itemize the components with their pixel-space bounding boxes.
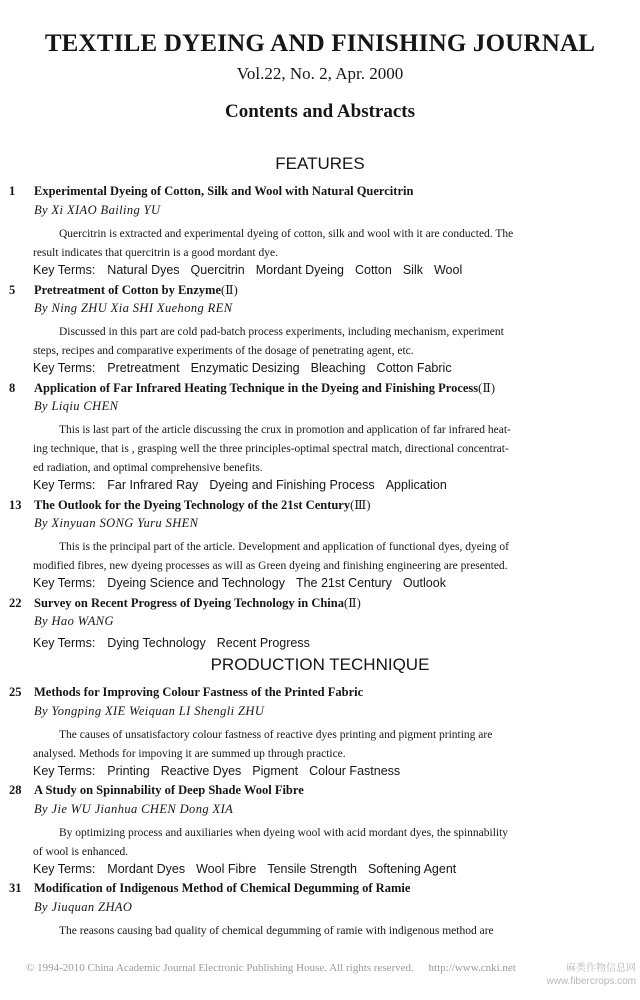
article-title-text: Survey on Recent Progress of Dyeing Technology in China xyxy=(34,596,344,610)
watermark-line-2: www.fibercrops.com xyxy=(546,976,636,987)
key-term: Outlook xyxy=(402,576,446,590)
article-page-number: 28 xyxy=(9,783,22,797)
article-authors: By Jie WU Jianhua CHEN Dong XIA xyxy=(34,802,234,816)
article-title[interactable] xyxy=(9,685,363,700)
key-term: Far Infrared Ray xyxy=(107,478,199,492)
article-title-text: Pretreatment of Cotton by Enzyme xyxy=(34,283,221,297)
key-term: Mordant Dyes xyxy=(107,862,186,876)
article-title[interactable] xyxy=(9,881,410,896)
key-term: The 21st Century xyxy=(295,576,392,590)
article-title[interactable] xyxy=(9,380,495,396)
article-title-text: The Outlook for the Dyeing Technology of the 21st Century xyxy=(34,498,351,512)
article-title-text: Methods for Improving Colour Fastness of the Printed Fabric xyxy=(34,685,364,699)
contents-title: Contents and Abstracts xyxy=(224,101,416,122)
key-term: Wool Fibre xyxy=(196,862,257,876)
article-part: (Ⅱ) xyxy=(221,283,238,297)
key-terms-label: Key Terms: xyxy=(33,862,96,876)
article-abstract xyxy=(33,726,621,764)
key-terms-label: Key Terms: xyxy=(33,576,96,590)
journal-title: TEXTILE DYEING AND FINISHING JOURNAL xyxy=(44,30,596,57)
article-key-terms xyxy=(33,263,473,277)
abstract-line: This is the principal part of the article. Development and application of functional dyes, dyeing of xyxy=(59,541,509,553)
abstract-line: of wool is enhanced. xyxy=(33,846,129,858)
article-part: (Ⅱ) xyxy=(343,596,361,610)
key-term: Application xyxy=(385,478,447,492)
article-page-number: 22 xyxy=(9,596,22,610)
article-abstract xyxy=(33,421,621,478)
article-page-number: 1 xyxy=(9,184,16,198)
abstract-line: The reasons causing bad quality of chemical degumming of ramie with indigenous method are xyxy=(59,925,494,937)
abstract-line: ed radiation, and optimal comprehensive benefits. xyxy=(33,462,263,474)
article-title[interactable] xyxy=(9,783,304,798)
abstract-line: analysed. Methods for impoving it are summed up through practice. xyxy=(33,748,346,760)
copyright-footer xyxy=(26,962,516,974)
key-term: Pigment xyxy=(252,764,299,778)
key-term: Printing xyxy=(107,764,150,778)
article-page-number: 8 xyxy=(9,381,16,395)
article-authors: By Jiuquan ZHAO xyxy=(34,900,133,914)
site-watermark xyxy=(547,962,636,988)
footer-url[interactable]: http://www.cnki.net xyxy=(428,962,516,974)
article-title-text: Application of Far Infrared Heating Technique in the Dyeing and Finishing Process xyxy=(34,381,479,395)
section-heading: PRODUCTION TECHNIQUE xyxy=(210,655,430,674)
article-key-terms xyxy=(33,764,411,778)
key-terms-label: Key Terms: xyxy=(33,263,96,277)
article-authors: By Xinyuan SONG Yuru SHEN xyxy=(34,516,199,530)
watermark-line-1: 麻类作物信息网 xyxy=(566,963,636,974)
article-key-terms xyxy=(33,636,321,650)
abstract-line: Discussed in this part are cold pad-batch process experiments, including mechanism, experiment xyxy=(59,326,504,338)
article-authors: By Ning ZHU Xia SHI Xuehong REN xyxy=(34,301,233,315)
article-title[interactable] xyxy=(9,595,361,611)
article-title[interactable] xyxy=(9,282,238,298)
abstract-line: The causes of unsatisfactory colour fastness of reactive dyes printing and pigment printing are xyxy=(59,729,493,741)
article-authors: By Liqiu CHEN xyxy=(34,399,119,413)
article-key-terms xyxy=(33,361,463,375)
article-key-terms xyxy=(33,862,467,876)
key-term: Bleaching xyxy=(310,361,366,375)
article-title[interactable] xyxy=(9,497,371,513)
key-term: Reactive Dyes xyxy=(160,764,242,778)
key-term: Softening Agent xyxy=(367,862,457,876)
key-term: Dyeing Science and Technology xyxy=(107,576,285,590)
article-abstract xyxy=(33,538,621,576)
key-term: Mordant Dyeing xyxy=(255,263,344,277)
article-page-number: 13 xyxy=(9,498,22,512)
key-term: Enzymatic Desizing xyxy=(190,361,300,375)
abstract-line: This is last part of the article discussing the crux in promotion and application of far infrared heat- xyxy=(59,424,511,436)
article-authors: By Yongping XIE Weiquan LI Shengli ZHU xyxy=(34,704,265,718)
article-abstract xyxy=(33,323,621,361)
article-key-terms xyxy=(33,478,458,492)
article-key-terms xyxy=(33,576,457,590)
key-term: Cotton xyxy=(354,263,392,277)
abstract-line: steps, recipes and comparative experiments of the dosage of penetrating agent, etc. xyxy=(33,345,414,357)
copyright-text: © 1994-2010 China Academic Journal Electronic Publishing House. All rights reserved. xyxy=(26,962,414,974)
abstract-line: modified fibres, new dyeing processes as will as Green dyeing and finishing engineering are presented. xyxy=(33,560,508,572)
article-part: (Ⅲ) xyxy=(350,498,371,512)
key-term: Pretreatment xyxy=(107,361,180,375)
article-title-text: A Study on Spinnability of Deep Shade Wool Fibre xyxy=(34,783,304,797)
section-heading: FEATURES xyxy=(275,154,365,173)
key-terms-label: Key Terms: xyxy=(33,764,96,778)
article-page-number: 25 xyxy=(9,685,22,699)
key-term: Dying Technology xyxy=(107,636,206,650)
article-title[interactable] xyxy=(9,184,413,199)
abstract-line: Quercitrin is extracted and experimental dyeing of cotton, silk and wool with it are conducted. The xyxy=(59,228,514,240)
article-title-text: Experimental Dyeing of Cotton, Silk and Wool with Natural Quercitrin xyxy=(34,184,414,198)
key-term: Silk xyxy=(402,263,423,277)
article-authors: By Xi XIAO Bailing YU xyxy=(34,203,161,217)
key-term: Natural Dyes xyxy=(107,263,180,277)
article-page-number: 31 xyxy=(9,881,22,895)
key-term: Dyeing and Finishing Process xyxy=(209,478,375,492)
issue-info: Vol.22, No. 2, Apr. 2000 xyxy=(236,64,404,83)
abstract-line: By optimizing process and auxiliaries when dyeing wool with acid mordant dyes, the spinnability xyxy=(59,827,509,839)
article-authors: By Hao WANG xyxy=(34,614,114,628)
key-term: Recent Progress xyxy=(216,636,310,650)
key-term: Colour Fastness xyxy=(309,764,401,778)
key-term: Cotton Fabric xyxy=(376,361,452,375)
article-abstract xyxy=(33,225,621,263)
article-abstract xyxy=(33,824,621,862)
key-term: Quercitrin xyxy=(190,263,245,277)
key-terms-label: Key Terms: xyxy=(33,478,96,492)
article-abstract xyxy=(33,922,621,941)
key-terms-label: Key Terms: xyxy=(33,636,96,650)
abstract-line: ing technique, that is , grasping well the three principles-optimal spectral match, directional concentrat- xyxy=(33,443,509,455)
key-term: Wool xyxy=(433,263,463,277)
key-term: Tensile Strength xyxy=(267,862,357,876)
article-part: (Ⅱ) xyxy=(478,381,495,395)
article-title-text: Modification of Indigenous Method of Chemical Degumming of Ramie xyxy=(34,881,411,895)
article-page-number: 5 xyxy=(9,283,16,297)
key-terms-label: Key Terms: xyxy=(33,361,96,375)
abstract-line: result indicates that quercitrin is a good mordant dye. xyxy=(33,247,278,259)
